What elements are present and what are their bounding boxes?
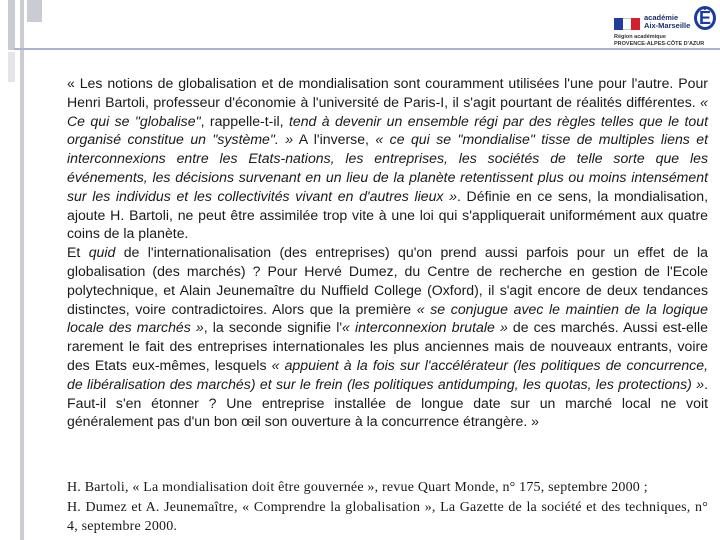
decor-bar xyxy=(27,0,42,22)
decor-bar xyxy=(8,52,15,82)
paragraph-2 xyxy=(67,243,708,431)
region-label xyxy=(614,34,704,48)
flag-stripe-red xyxy=(631,18,640,30)
flag-stripe-white xyxy=(623,18,632,30)
italic-run: « se conjugue avec le maintien de la logique locale des marchés » xyxy=(67,300,708,336)
text-run: A l'inverse, xyxy=(293,131,376,148)
decor-bar xyxy=(20,0,24,540)
region-line2: PROVENCE-ALPES-CÔTE D'AZUR xyxy=(614,41,705,47)
academie-name xyxy=(644,14,690,30)
flag-stripe-blue xyxy=(614,18,623,30)
text-run: Et xyxy=(67,244,89,261)
reference-2: H. Dumez et A. Jeunemaître, « Comprendre la globalisation », La Gazette de la société et des techniques, n° 4, septembre 2000. xyxy=(67,499,708,534)
academie-logo xyxy=(612,4,716,52)
italic-run: « Ce qui se "globalise" xyxy=(67,93,708,129)
text-run: de l'internationalisation (des entreprises) qu'on prend aussi parfois pour un effet de la globalisation (des marchés) ? Pour Hervé Dumez, du Centre de recherche en gestion de l'Ecole polytechnique, et Alain Jeunemaître du Nuffield College (Oxford), il s'agit encore de deux tendances distinctes, voire contradictoires. Alors que la première xyxy=(67,244,708,317)
decor-bar xyxy=(8,0,15,50)
text-run: « Les notions de globalisation et de mondialisation sont couramment utilisées l'une pour l'autre. Pour Henri Bartoli, professeur d'économie à l'université de Paris-I, il s'agit pourtant de réalités différentes. xyxy=(67,75,708,110)
text-run: , rappelle-t-il, xyxy=(200,112,289,129)
italic-run: quid xyxy=(88,244,116,261)
references xyxy=(67,478,708,537)
italic-run: tend à devenir un ensemble régi par des règles telles que le tout organisé constitue un "système". » xyxy=(67,112,708,148)
academie-line1: académie xyxy=(644,13,679,22)
italic-run: « interconnexion brutale » xyxy=(342,319,508,336)
region-line1: Région académique xyxy=(614,34,666,40)
text-run: . Faut-il s'en étonner ? Une entreprise installée de longue date sur un marché local ne voit généralement pas d'un bon œil son ouverture à la concurrence étrangère. » xyxy=(67,375,708,430)
text-run: de ces marchés. Aussi est-elle rarement le fait des entreprises internationales les plus anciennes mais de nouveaux entrants, voire des Etats eux-mêmes, lesquels xyxy=(67,319,708,373)
french-flag-icon xyxy=(614,18,640,30)
italic-run: « appuient à la fois sur l'accélérateur (les politiques de concurrence, de libéralisation des marchés) et sur le frein (les politiques antidumping, les quotas, les protections) » xyxy=(67,356,708,392)
academie-e-icon: É xyxy=(694,6,716,30)
italic-run: « ce qui se "mondialise" tisse de multiples liens et interconnexions entre les Etats-nations, les entreprises, les sociétés de telle sorte que les événements, les décisions survenant en un lieu de la planète retentissent plus ou moins intensément sur les individus et les collectivités vivant en d'autres lieux » xyxy=(67,131,709,204)
text-run: . Définie en ce sens, la mondialisation, ajoute H. Bartoli, ne peut être assimilée trop vite à une loi qui s'appliquerait uniformément aux quatre coins de la planète. xyxy=(67,187,708,242)
quote-text xyxy=(67,74,708,431)
academie-line2: Aix-Marseille xyxy=(644,21,691,30)
paragraph-1 xyxy=(67,74,708,243)
reference-1: H. Bartoli, « La mondialisation doit être gouvernée », revue Quart Monde, n° 175, septembre 2000 ; xyxy=(67,480,648,495)
text-run: , la seconde signifie l' xyxy=(203,319,343,336)
